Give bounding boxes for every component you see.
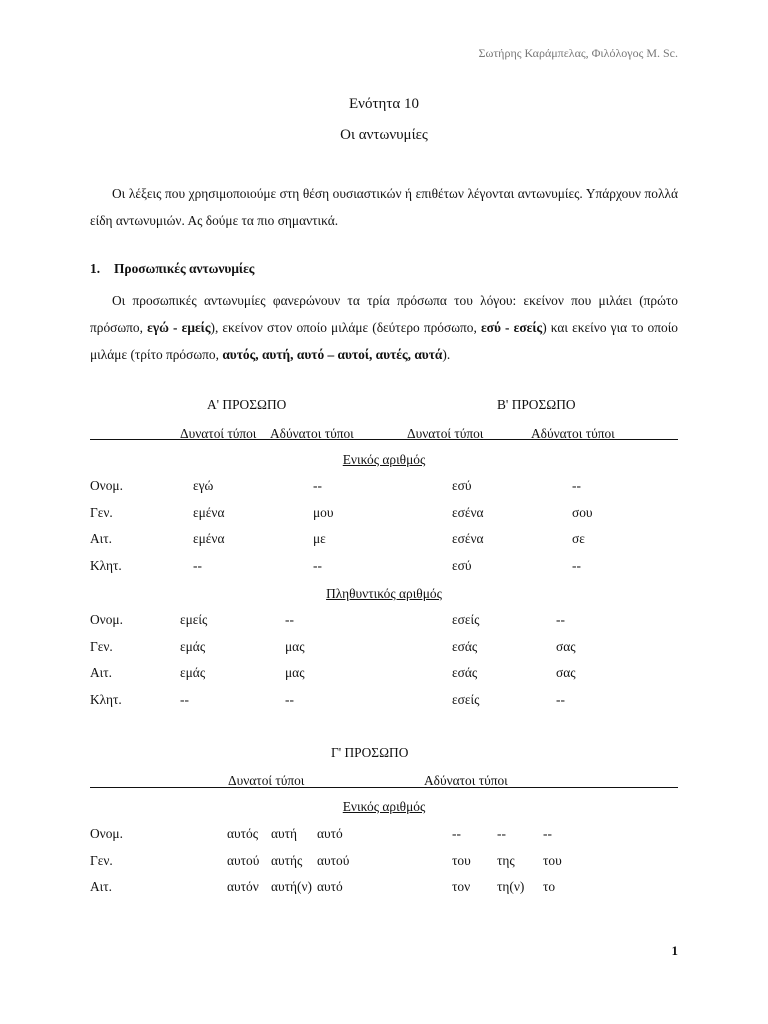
plural-row-cell: -- (180, 692, 189, 708)
third-person-row-cell: αυτή (271, 826, 298, 841)
first-person-forms: εγώ - εμείς (147, 320, 211, 335)
third-person-row-case-label: Αιτ. (90, 879, 113, 894)
singular-label: Ενικός αριθμός (342, 452, 426, 467)
third-person-row-cell: αυτό (317, 879, 343, 894)
third-person-singular-label: Ενικός αριθμός (342, 799, 426, 814)
singular-row-cell: σε (572, 531, 585, 547)
document-header: Σωτήρης Καράμπελας, Φιλόλογος M. Sc. (478, 46, 678, 60)
singular-row-cell: εσένα (452, 504, 484, 520)
plural-row-cell: εσείς (452, 612, 480, 627)
singular-row-cell: με (313, 531, 326, 547)
third-person-row-cell: αυτός (227, 826, 259, 841)
singular-row-cell: -- (313, 558, 322, 574)
first-person-heading: Α' ΠΡΟΣΩΠΟ (207, 397, 287, 412)
intro-paragraph (90, 180, 678, 234)
column-header-impossible-c: Αδύνατοι τύποι (424, 773, 508, 788)
unit-subtitle: Οι αντωνυμίες (340, 127, 428, 143)
third-person-row-cell: αυτού (317, 852, 350, 868)
third-person-row-cell: -- (452, 826, 461, 841)
third-person-row-cell: τη(ν) (497, 879, 525, 894)
third-person-row-cell: αυτής (271, 852, 303, 868)
singular-row-cell: εσένα (452, 531, 484, 547)
singular-row-cell: σου (572, 504, 593, 520)
plural-row-cell: -- (556, 692, 565, 708)
paragraph-text-b: ), εκείνον στον οποίο μιλάμε (δεύτερο πρόσωπο, (210, 320, 481, 335)
third-person-row-cell: της (497, 852, 515, 868)
third-person-forms: αυτός, αυτή, αυτό – αυτοί, αυτές, αυτά (222, 347, 443, 362)
paragraph-text-d: ). (442, 347, 451, 362)
plural-row-case-label: Κλητ. (90, 692, 122, 708)
singular-row-case-label: Γεν. (90, 504, 113, 520)
singular-row-cell: εσύ (452, 558, 472, 574)
third-person-row-cell: αυτού (227, 852, 260, 868)
second-person-heading: Β' ΠΡΟΣΩΠΟ (497, 397, 576, 412)
paragraph-text-a: Οι προσωπικές αντωνυμίες φανερώνουν τα τρία πρόσωπα του λόγου: εκείνον που μιλάει (πρώτο πρόσωπο, (90, 293, 678, 335)
third-person-row-cell: του (543, 852, 562, 868)
singular-row-cell: μου (313, 504, 334, 520)
section-paragraph (90, 287, 678, 368)
plural-row-cell: σας (556, 665, 576, 681)
section-heading (90, 261, 254, 277)
third-person-row-cell: αυτό (317, 826, 343, 841)
column-header-possible-a: Δυνατοί τύποι (180, 426, 257, 441)
singular-row-case-label: Κλητ. (90, 558, 122, 574)
third-person-row-case-label: Ονομ. (90, 826, 123, 841)
third-person-row-cell: αυτή(ν) (271, 879, 313, 894)
plural-label: Πληθυντικός αριθμός (326, 586, 442, 601)
singular-row-cell: -- (572, 478, 581, 493)
plural-row-cell: εμείς (180, 612, 208, 627)
paragraph-text-c: ) και εκείνο για το οποίο μιλάμε (τρίτο πρόσωπο, (90, 320, 679, 362)
singular-row-cell: -- (193, 558, 202, 574)
table-rule-top (90, 439, 678, 440)
plural-row-cell: εσάς (452, 665, 478, 681)
plural-row-cell: -- (285, 612, 294, 627)
plural-row-cell: -- (556, 612, 565, 627)
unit-title: Ενότητα 10 (349, 96, 419, 112)
third-person-row-cell: του (452, 852, 471, 868)
column-header-impossible-b: Αδύνατοι τύποι (531, 426, 615, 441)
plural-row-cell: εμάς (180, 665, 206, 681)
third-person-row-cell: τον (452, 879, 471, 894)
plural-row-cell: μας (285, 638, 305, 654)
third-person-row-cell: αυτόν (227, 879, 259, 894)
table-rule-bottom (90, 787, 678, 788)
intro-text: Οι λέξεις που χρησιμοποιούμε στη θέση ουσιαστικών ή επιθέτων λέγονται αντωνυμίες. Υπάρχουν πολλά είδη αντωνυμιών. Ας δούμε τα πιο σημαντικά. (90, 186, 678, 228)
third-person-row-cell: το (543, 879, 556, 894)
plural-row-case-label: Γεν. (90, 638, 113, 654)
singular-row-case-label: Ονομ. (90, 478, 123, 493)
plural-row-cell: σας (556, 638, 576, 654)
column-header-possible-b: Δυνατοί τύποι (407, 426, 484, 441)
page-number: 1 (671, 943, 678, 958)
column-header-impossible-a: Αδύνατοι τύποι (270, 426, 354, 441)
third-person-row-cell: -- (497, 826, 506, 841)
second-person-forms: εσύ - εσείς (480, 320, 543, 335)
singular-row-cell: εγώ (193, 478, 214, 493)
singular-row-case-label: Αιτ. (90, 531, 113, 547)
third-person-row-case-label: Γεν. (90, 852, 113, 868)
section-title: Προσωπικές αντωνυμίες (114, 261, 255, 276)
singular-row-cell: εσύ (452, 478, 472, 493)
plural-row-cell: μας (285, 665, 305, 681)
plural-row-cell: -- (285, 692, 294, 708)
singular-row-cell: εμένα (193, 504, 225, 520)
plural-row-cell: εσείς (452, 692, 480, 708)
singular-row-cell: -- (572, 558, 581, 574)
plural-row-cell: εσάς (452, 638, 478, 654)
plural-row-cell: εμάς (180, 638, 206, 654)
singular-row-cell: -- (313, 478, 322, 493)
third-person-heading: Γ' ΠΡΟΣΩΠΟ (331, 745, 409, 760)
third-person-row-cell: -- (543, 826, 552, 841)
plural-row-case-label: Ονομ. (90, 612, 123, 627)
section-number: 1. (90, 261, 101, 276)
column-header-possible-c: Δυνατοί τύποι (228, 773, 305, 788)
plural-row-case-label: Αιτ. (90, 665, 113, 681)
singular-row-cell: εμένα (193, 531, 225, 547)
